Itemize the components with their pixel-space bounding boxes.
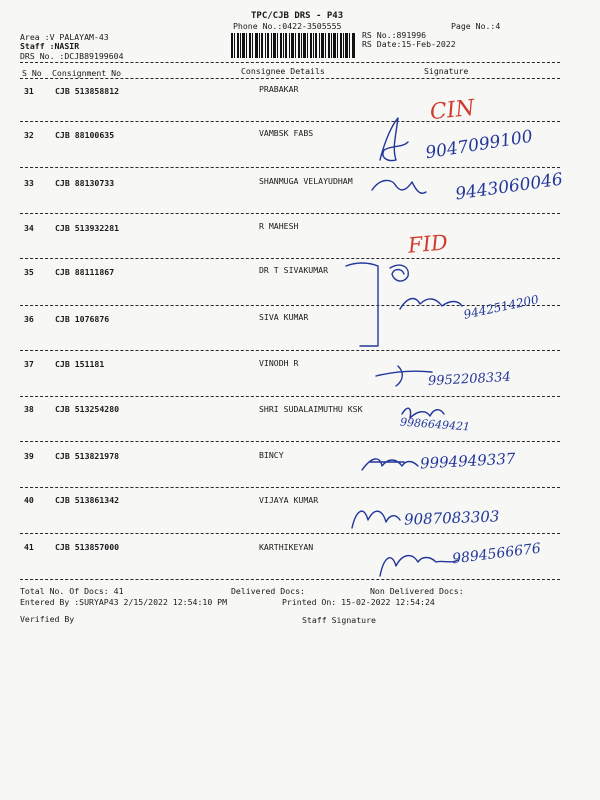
col-consignment: Consignment No: [52, 68, 122, 78]
row-divider: [20, 396, 560, 397]
row-consignee: PRABAKAR: [259, 84, 299, 94]
row-consignment: CJB 513861342: [55, 495, 120, 505]
row-divider: [20, 258, 560, 259]
divider: [20, 62, 560, 63]
row-consignee: SHRI SUDALAIMUTHU KSK: [259, 404, 363, 414]
row-sno: 40: [24, 495, 34, 505]
area-label: Area :V PALAYAM-43: [20, 32, 109, 42]
row-divider: [20, 213, 560, 214]
verified-by: Verified By: [20, 614, 75, 624]
row-sno: 35: [24, 267, 34, 277]
row-consignment: CJB 513821978: [55, 451, 120, 461]
row-divider: [20, 441, 560, 442]
handwritten-phone: 9952208334: [427, 369, 512, 390]
staff-label: Staff :NASIR: [20, 41, 80, 51]
row-sno: 31: [24, 86, 34, 96]
barcode: [231, 33, 355, 58]
row-consignment: CJB 88111867: [55, 267, 115, 277]
row-consignment: CJB 513857000: [55, 542, 120, 552]
row-consignee: BINCY: [259, 450, 284, 460]
staff-signature: Staff Signature: [302, 615, 376, 625]
row-sno: 39: [24, 451, 34, 461]
row-sno: 32: [24, 130, 34, 140]
row-divider: [20, 533, 560, 534]
row-sno: 33: [24, 178, 34, 188]
row-sno: 37: [24, 359, 34, 369]
rs-date: RS Date:15-Feb-2022: [362, 39, 456, 49]
handwritten-phone: 9994949337: [419, 449, 516, 473]
row-consignee: VAMBSK FABS: [259, 128, 314, 138]
printed-on: Printed On: 15-02-2022 12:54:24: [282, 597, 435, 607]
row-consignment: CJB 151181: [55, 359, 105, 369]
non-delivered-docs: Non Delivered Docs:: [370, 586, 464, 596]
row-consignee: DR T SIVAKUMAR: [259, 265, 329, 275]
page-number: Page No.:4: [451, 21, 501, 31]
row-sno: 34: [24, 223, 34, 233]
row-consignment: CJB 1076876: [55, 314, 110, 324]
row-divider: [20, 167, 560, 168]
row-consignment: CJB 513254280: [55, 404, 120, 414]
handwritten-phone: 9443060046: [454, 169, 565, 205]
row-consignee: VIJAYA KUMAR: [259, 495, 319, 505]
row-divider: [20, 121, 560, 122]
row-consignment: CJB 513932281: [55, 223, 120, 233]
handwritten-phone: 9047099100: [424, 126, 535, 164]
handwritten-cin: CIN: [428, 95, 476, 126]
handwritten-phone: 9894566676: [451, 540, 542, 568]
handwritten-phone: 9442514200: [462, 292, 540, 322]
row-consignee: R MAHESH: [259, 221, 299, 231]
row-consignee: VINODH R: [259, 358, 299, 368]
col-signature: Signature: [424, 66, 469, 76]
row-divider: [20, 350, 560, 351]
row-sno: 36: [24, 314, 34, 324]
drs-number: DRS No. :DCJB89199604: [20, 51, 124, 61]
col-consignee: Consignee Details: [241, 66, 325, 76]
row-consignment: CJB 88100635: [55, 130, 115, 140]
handwritten-phone: 9087083303: [403, 507, 500, 529]
entered-by: Entered By :SURYAP43 2/15/2022 12:54:10 PM: [20, 597, 228, 607]
row-sno: 38: [24, 404, 34, 414]
delivered-docs: Delivered Docs:: [231, 586, 305, 596]
phone-number: Phone No.:0422-3505555: [233, 21, 342, 31]
row-consignment: CJB 513858812: [55, 86, 120, 96]
col-sno: S No: [22, 68, 42, 78]
row-divider: [20, 487, 560, 488]
row-consignment: CJB 88130733: [55, 178, 115, 188]
rs-number: RS No.:891996: [362, 30, 427, 40]
row-consignee: SIVA KUMAR: [259, 312, 309, 322]
total-docs: Total No. Of Docs: 41: [20, 586, 124, 596]
sheet-title: TPC/CJB DRS - P43: [251, 11, 344, 21]
row-consignee: SHANMUGA VELAYUDHAM: [259, 176, 353, 186]
handwritten-fid: FID: [407, 230, 449, 258]
row-consignee: KARTHIKEYAN: [259, 542, 314, 552]
row-sno: 41: [24, 542, 34, 552]
divider: [20, 78, 560, 79]
handwritten-phone: 9986649421: [399, 415, 471, 434]
row-divider: [20, 579, 560, 580]
